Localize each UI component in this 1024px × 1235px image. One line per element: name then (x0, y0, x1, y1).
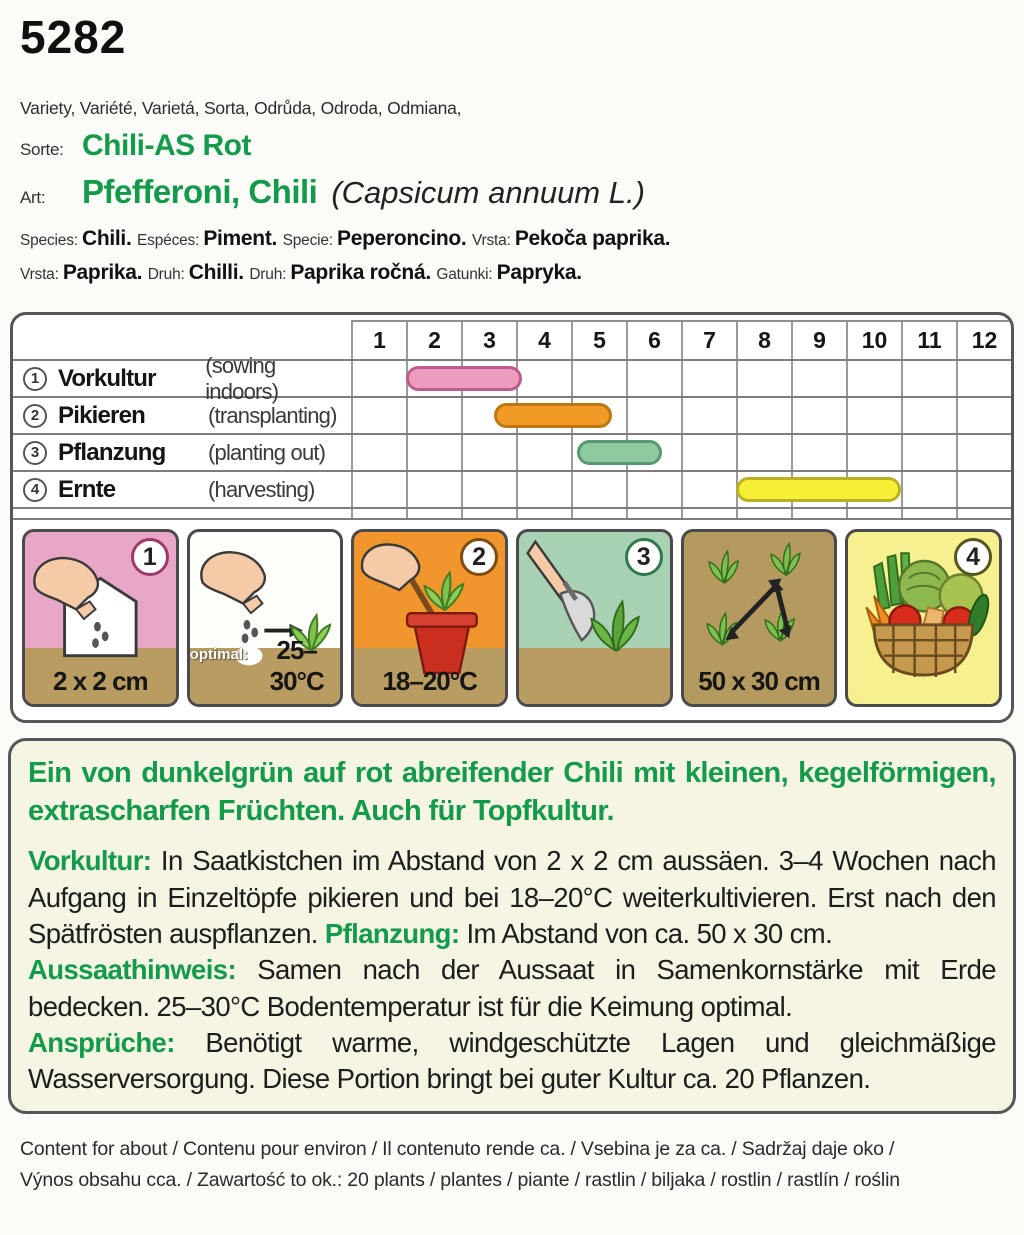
month-cell (516, 361, 571, 396)
month-cell (956, 398, 1011, 433)
caption-value: 18–20°C (382, 666, 477, 696)
species-label: Gatunki: (436, 265, 497, 283)
calendar-row (13, 352, 1011, 404)
month-cell (351, 435, 406, 470)
species-translations-line-1 (20, 223, 1004, 255)
content-note-line-1: Content for about / Contenu pour environ / Il contenuto rende ca. / Vsebina je za ca. / Sadržaj daje oko / (20, 1138, 895, 1161)
step-badge: 3 (625, 538, 663, 576)
month-cell (846, 398, 901, 433)
month-cell (846, 509, 901, 518)
caption-value: 25–30°C (269, 635, 324, 696)
calendar-row-label-cell (13, 398, 351, 433)
calendar-row-months (351, 435, 1011, 470)
calendar-row-translation: (harvesting) (208, 476, 315, 502)
month-cell (901, 361, 956, 396)
calendar-row-translation: (planting out) (208, 439, 326, 465)
species-label: Druh: (147, 265, 189, 283)
month-cell (736, 435, 791, 470)
calendar-spare-cells (351, 509, 1011, 518)
calendar-row-months (351, 398, 1011, 433)
variety-languages-line: Variety, Variété, Varietá, Sorta, Odrůda, Odroda, Odmiana, (20, 98, 462, 118)
description-paragraph (28, 843, 996, 952)
calendar-bar-vorkultur (406, 366, 522, 391)
month-cell (406, 472, 461, 507)
species-label: Druh: (249, 265, 291, 283)
month-header-cell: 3 (461, 322, 516, 359)
species-label: Specie: (282, 232, 338, 249)
month-cell (461, 509, 516, 518)
month-header-cell: 1 (351, 322, 406, 359)
month-cell (901, 435, 956, 470)
month-cell (351, 472, 406, 507)
calendar-bar-pflanzung (577, 440, 662, 465)
description-paragraphs (28, 843, 996, 1097)
species-value: Chili. (81, 227, 138, 250)
species-label: Vrsta: (20, 265, 63, 283)
month-cell (846, 361, 901, 396)
description-paragraph (28, 1025, 996, 1098)
panel-planting-out (516, 529, 673, 707)
cultivation-calendar-box (10, 312, 1014, 723)
caption-value: 2 x 2 cm (53, 666, 148, 696)
species-translations-line-2 (20, 257, 1004, 289)
month-cell (351, 398, 406, 433)
calendar-spare-row (13, 507, 1011, 520)
calendar-row-label: Pikieren (58, 401, 145, 429)
month-cell (791, 435, 846, 470)
month-cell (351, 509, 406, 518)
content-note (20, 1134, 1006, 1194)
month-header-cell: 2 (406, 322, 461, 359)
sorte-label: Sorte: (20, 140, 64, 159)
month-cell (571, 509, 626, 518)
pictogram-panels (13, 520, 1011, 720)
month-cell (626, 361, 681, 396)
calendar-bar-ernte (736, 477, 901, 502)
calendar-month-cells (351, 320, 1011, 359)
month-cell (956, 509, 1011, 518)
step-number-circle: 3 (23, 441, 47, 465)
paragraph-heading: Ansprüche: (28, 1026, 175, 1058)
paragraph-text: Benötigt warme, windgeschützte Lagen und gleichmäßige Wasserversorgung. Diese Portion bringt bei guter Kultur ca. 20 Pflanzen. (28, 1026, 996, 1095)
calendar-spare-label (13, 509, 351, 518)
species-value: Peperoncino. (337, 227, 472, 250)
calendar-row-translation: (transplanting) (208, 402, 337, 428)
panel-harvest (845, 529, 1002, 707)
panel-germination (187, 529, 344, 707)
month-header-cell: 12 (956, 322, 1011, 359)
calendar-row-months (351, 472, 1011, 507)
month-cell (736, 509, 791, 518)
species-label: Espéces: (137, 232, 204, 249)
panel-sowing (22, 529, 179, 707)
month-cell (571, 361, 626, 396)
caption-prefix: optimal: (189, 646, 249, 663)
paragraph-text: In Saatkistchen im Abstand von 2 x 2 cm aussäen. 3–4 Wochen nach Aufgang in Einzeltöpfe pikieren und bei 18–20°C weiterkultivieren. Erst nach den Spätfrösten auspflanzen. (28, 845, 996, 949)
month-cell (901, 472, 956, 507)
variety-description: Ein von dunkelgrün auf rot abreifender Chili mit kleinen, kegelförmigen, extrascharfen Früchten. Auch für Topfkultur. (28, 757, 996, 827)
month-cell (351, 361, 406, 396)
sorte-row (20, 129, 1004, 163)
step-number-circle: 4 (23, 478, 47, 502)
month-cell (516, 472, 571, 507)
month-cell (901, 398, 956, 433)
month-cell (956, 472, 1011, 507)
month-cell (516, 435, 571, 470)
species-common-name: Pfefferoni, Chili (82, 173, 318, 210)
month-cell (791, 398, 846, 433)
month-header-cell: 11 (901, 322, 956, 359)
month-header-cell: 6 (626, 322, 681, 359)
month-cell (681, 435, 736, 470)
caption-value: 50 x 30 cm (698, 666, 820, 696)
latin-name: (Capsicum annuum L.) (331, 175, 645, 210)
calendar-row (13, 396, 1011, 433)
calendar-month-row (13, 315, 1011, 359)
month-header-cell: 4 (516, 322, 571, 359)
month-cell (736, 361, 791, 396)
month-header-cell: 7 (681, 322, 736, 359)
month-cell (626, 509, 681, 518)
species-value: Pekoča paprika. (514, 227, 671, 250)
panel-caption (684, 666, 835, 697)
calendar-row-label: Ernte (58, 475, 116, 503)
month-cell (461, 435, 516, 470)
step-number-circle: 2 (23, 404, 47, 428)
panel-spacing (681, 529, 838, 707)
month-cell (406, 435, 461, 470)
species-label: Vrsta: (471, 232, 515, 249)
species-value: Chilli. (188, 260, 250, 284)
step-badge: 1 (131, 538, 169, 576)
paragraph-heading: Pflanzung: (324, 917, 460, 949)
calendar-row (13, 470, 1011, 507)
month-header-cell: 9 (791, 322, 846, 359)
calendar-row-months (351, 361, 1011, 396)
month-header-cell: 10 (846, 322, 901, 359)
panel-caption (354, 666, 505, 697)
species-value: Paprika ročná. (290, 260, 437, 284)
month-cell (571, 472, 626, 507)
calendar-row-label-cell (13, 472, 351, 507)
month-header-cell: 5 (571, 322, 626, 359)
art-row (20, 173, 1004, 211)
month-cell (791, 509, 846, 518)
species-value: Papryka. (496, 260, 582, 284)
description-paragraph (28, 952, 996, 1025)
month-cell (736, 398, 791, 433)
description-box (8, 738, 1016, 1114)
month-cell (626, 472, 681, 507)
month-cell (406, 398, 461, 433)
calendar-row-label-cell (13, 435, 351, 470)
panel-caption (25, 666, 176, 697)
month-cell (681, 361, 736, 396)
calendar-row-label: Pflanzung (58, 438, 166, 466)
content-note-line-2: Výnos obsahu cca. / Zawartość to ok.: 20 plants / plantes / piante / rastlin / biljaka / rostlin / rastlín / roślin (20, 1168, 900, 1191)
month-cell (846, 435, 901, 470)
month-cell (626, 398, 681, 433)
art-label: Art: (20, 188, 46, 207)
month-cell (406, 509, 461, 518)
calendar-rows (13, 352, 1011, 507)
calendar-row-label-cell (13, 352, 351, 404)
calendar-bar-pikieren (494, 403, 612, 428)
panel-caption (190, 635, 341, 697)
month-cell (791, 361, 846, 396)
month-cell (956, 435, 1011, 470)
paragraph-heading: Aussaathinweis: (28, 954, 237, 986)
step-badge: 2 (460, 538, 498, 576)
month-cell (681, 509, 736, 518)
species-label: Species: (20, 232, 82, 249)
month-cell (516, 509, 571, 518)
month-cell (956, 361, 1011, 396)
step-badge: 4 (954, 538, 992, 576)
month-cell (461, 472, 516, 507)
header (0, 0, 1024, 288)
calendar-row-translation: (sowing indoors) (205, 352, 279, 404)
article-number: 5282 (20, 11, 127, 63)
paragraph-text: Im Abstand von ca. 50 x 30 cm. (459, 917, 833, 949)
species-value: Piment. (203, 227, 283, 250)
panel-transplanting (351, 529, 508, 707)
paragraph-heading: Vorkultur: (28, 845, 152, 877)
calendar-row-label: Vorkultur (58, 364, 156, 392)
calendar-row (13, 433, 1011, 470)
month-cell (901, 509, 956, 518)
step-number-circle: 1 (23, 367, 47, 391)
species-value: Paprika. (62, 260, 148, 284)
variety-name: Chili-AS Rot (82, 129, 251, 162)
month-cell (681, 398, 736, 433)
month-header-cell: 8 (736, 322, 791, 359)
paragraph-text: Samen nach der Aussaat in Samenkornstärke mit Erde bedecken. 25–30°C Bodentemperatur ist für die Keimung optimal. (28, 954, 996, 1022)
month-cell (681, 472, 736, 507)
